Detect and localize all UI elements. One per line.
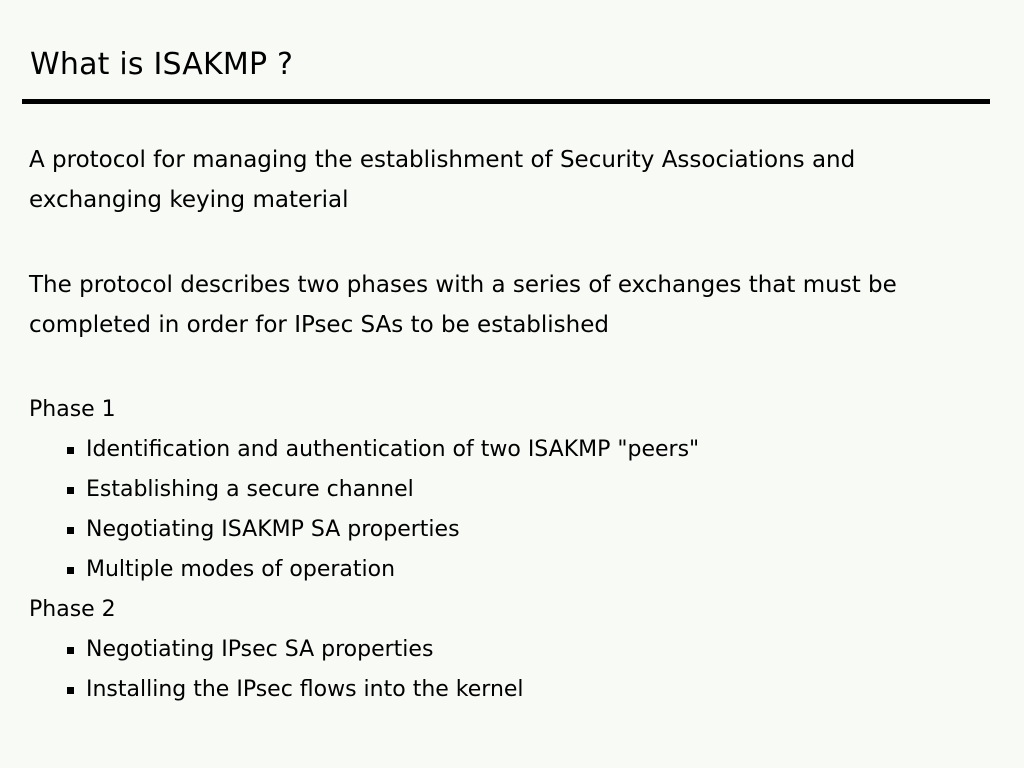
square-bullet-icon: [67, 487, 74, 494]
section-label-phase-2: Phase 2: [29, 597, 116, 622]
list-item-label: Multiple modes of operation: [86, 557, 396, 582]
list-item-label: Identification and authentication of two ISAKMP "peers": [86, 437, 700, 462]
list-item: [29, 670, 994, 710]
square-bullet-icon: [67, 647, 74, 654]
paragraph-spacer-1: [29, 220, 994, 265]
list-item: [29, 630, 994, 670]
list-item-label: Installing the IPsec flows into the kernel: [86, 677, 524, 702]
paragraph-1: A protocol for managing the establishment of Security Associations and exchanging keying material: [29, 147, 856, 213]
page-title: What is ISAKMP ?: [30, 47, 294, 82]
section-label-phase-1: Phase 1: [29, 397, 116, 422]
list-item: [29, 510, 994, 550]
title-divider: [22, 99, 990, 104]
bullet-list-phase-1: [29, 430, 994, 590]
list-item: [29, 550, 994, 590]
paragraph-spacer-2: [29, 345, 994, 390]
paragraph-2: The protocol describes two phases with a series of exchanges that must be completed in order for IPsec SAs to be established: [29, 272, 897, 338]
square-bullet-icon: [67, 447, 74, 454]
list-item-label: Negotiating IPsec SA properties: [86, 637, 434, 662]
square-bullet-icon: [67, 687, 74, 694]
list-item: [29, 430, 994, 470]
list-item: [29, 470, 994, 510]
list-item-label: Establishing a secure channel: [86, 477, 414, 502]
list-item-label: Negotiating ISAKMP SA properties: [86, 517, 460, 542]
square-bullet-icon: [67, 567, 74, 574]
slide-body: [29, 140, 994, 710]
square-bullet-icon: [67, 527, 74, 534]
bullet-list-phase-2: [29, 630, 994, 710]
